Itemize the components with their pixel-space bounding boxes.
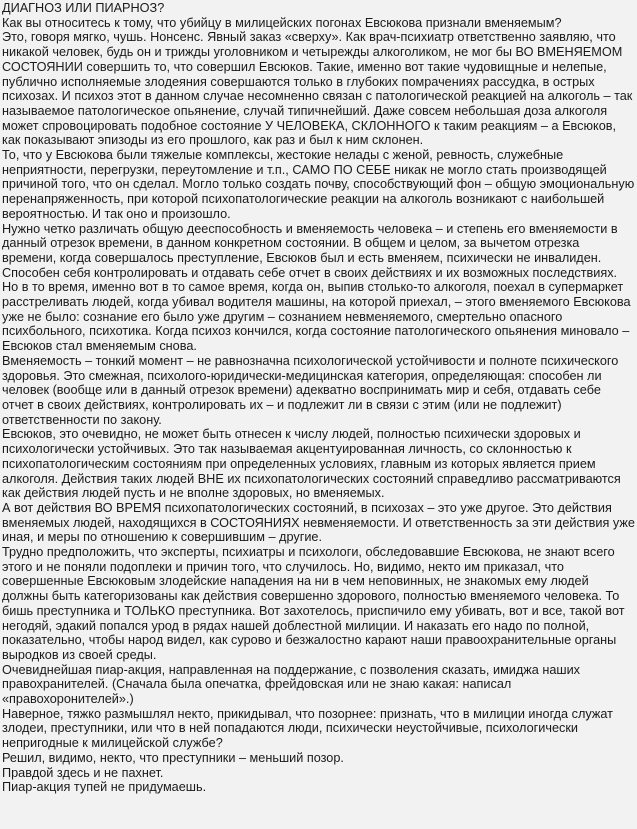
article-title: ДИАГНОЗ ИЛИ ПИАРНОЗ? (2, 1, 165, 15)
paragraph: Это, говоря мягко, чушь. Нонсенс. Явный заказ «сверху». Как врач-психиатр ответственно заявляю, что никакой человек, будь он и трижды уголовником и четырежды алкоголиком, не мог бы ВО ВМЕНЯЕМОМ СОСТОЯНИИ совершить то, что совершил Евсюков. Такие, именно вот такие чудовищные и нелепые, публично исполняемые злодеяния совершаются только в глубоких помрачениях рассудка, в острых психозах. И психоз этот в данном случае несомненно связан с патологической реакцией на алкоголь – так называемое патологическое опьянение, случай типичнейший. Даже совсем небольшая доза алкоголя может спровоцировать подобное состояние У ЧЕЛОВЕКА, СКЛОННОГО к таким реакциям – а Евсюков, как показывают эпизоды из его прошлого, как раз и был к ним склонен. (2, 30, 633, 148)
paragraph: Евсюков, это очевидно, не может быть отнесен к числу людей, полностью психически здоровых и психологически устойчивых. Это так называемая акцентуированная личность, со склонностью к психопатологическим состояниям при определенных условиях, главным из которых является прием алкоголя. Действия таких людей ВНЕ их психопатологических состояний справедливо рассматриваются как действия людей пусть и не вполне здоровых, но вменяемых. (2, 427, 621, 501)
paragraph: Решил, видимо, некто, что преступники – меньший позор. (2, 750, 344, 765)
paragraph: Как вы относитесь к тому, что убийцу в милицейских погонах Евсюкова признали вменяемым? (2, 15, 562, 30)
paragraph: То, что у Евсюкова были тяжелые комплексы, жестокие нелады с женой, ревность, служебные неприятности, перегрузки, переутомление и т.п., САМО ПО СЕБЕ никак не могло стать производящей причиной того, что он сделал. Могло только создать почву, способствующий фон – общую эмоциональную перенапряженность, при которой психопатологические реакции на алкоголь возникают с наибольшей вероятностью. И так оно и произошло. (2, 148, 635, 221)
paragraph: Очевиднейшая пиар-акция, направленная на поддержание, с позволения сказать, имиджа наших правохранителей. (Сначала была опечатка, фрейдовская или не знаю какая: написал «правохоронителей».) (2, 662, 581, 707)
paragraph: Трудно предположить, что эксперты, психиатры и психологи, обследовавшие Евсюкова, не знают всего этого и не поняли подоплеки и причин того, что случилось. Но, видимо, некто им приказал, что совершенные Евсюковым злодейские нападения на ни в чем неповинных, не знакомых ему людей должны быть категоризованы как действия совершенно здорового, полностью вменяемого человека. То бишь преступника и ТОЛЬКО преступника. Вот захотелось, приспичило ему убивать, вот и все, такой вот негодяй, эдакий попался урод в рядах нашей доблестной милиции. И наказать его надо по полной, показательно, чтобы народ видел, как сурово и безжалостно карают наши правоохранительные органы выродков из своей среды. (2, 545, 625, 662)
article (2, 1, 636, 795)
paragraph: Вменяемость – тонкий момент – не равнозначна психологической устойчивости и полноте психического здоровья. Это смежная, психолого-юридически-медицинская категория, определяющая: способен ли человек (вообще или в данный отрезок времени) адекватно воспринимать мир и себя, отдавать себе отчет в своих действиях, контролировать их – и подлежит ли в связи с этим (или не подлежит) ответственности по закону. (2, 353, 619, 427)
paragraph: Нужно четко различать общую дееспособность и вменяемость человека – и степень его вменяемости в данный отрезок времени, в данном конкретном состоянии. В общем и целом, за вычетом отрезка времени, когда совершалось преступление, Евсюков был и есть вменяем, психически не инвалиден. Способен себя контролировать и отдавать себе отчет в своих действиях и их возможных последствиях. Но в то время, именно вот в то самое время, когда он, выпив столько-то алкоголя, поехал в супермаркет расстреливать людей, когда убивал водителя машины, на которой приехал, – этого вменяемого Евсюкова уже не было: сознание его было уже другим – сознанием невменяемого, смертельно опасного психбольного, психотика. Когда психоз кончился, когда состояние патологического опьянения миновало – Евсюков стал вменяемым снова. (2, 221, 631, 354)
paragraph: А вот действия ВО ВРЕМЯ психопатологических состояний, в психозах – это уже другое. Это действия вменяемых людей, находящихся в СОСТОЯНИЯХ невменяемости. И ответственность за эти действия уже иная, и меры по отношению к совершившим – другие. (2, 500, 635, 545)
paragraph: Правдой здесь и не пахнет. (2, 765, 164, 780)
paragraph: Наверное, тяжко размышлял некто, прикидывал, что позорнее: признать, что в милиции иногда служат злодеи, преступники, или что в ней попадаются люди, психически неустойчивые, психологически непригодные к милицейской службе? (2, 706, 613, 751)
paragraph: Пиар-акция тупей не придумаешь. (2, 780, 207, 795)
